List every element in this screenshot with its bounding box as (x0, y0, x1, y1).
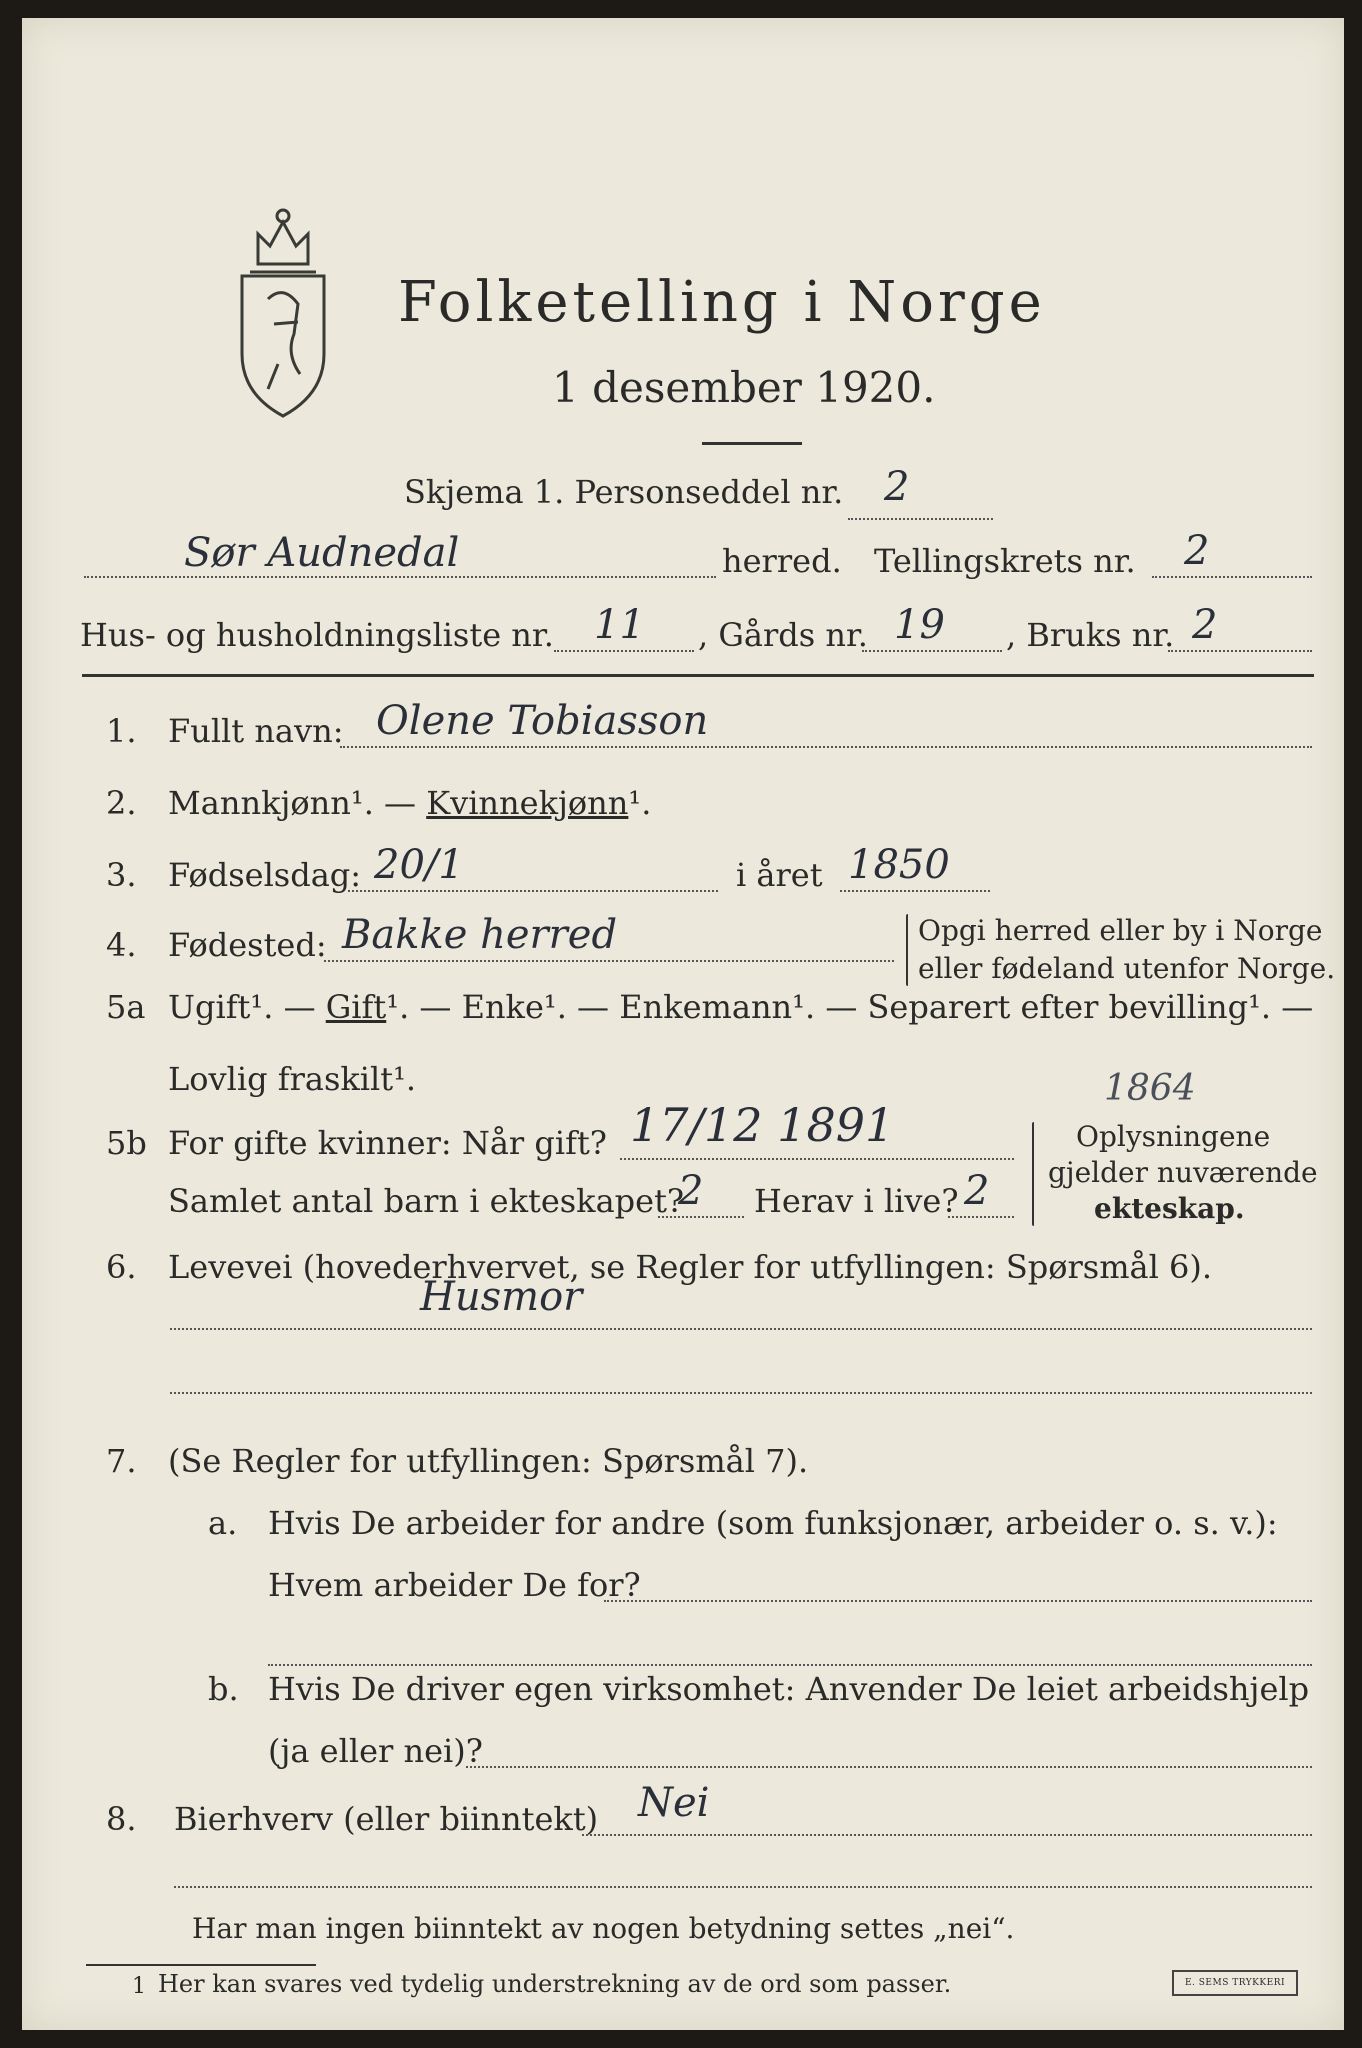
birthplace-value[interactable]: Bakke herred (342, 912, 618, 958)
q1-dotted-line (340, 746, 1312, 748)
married-date-value[interactable]: 17/12 1891 (630, 1098, 895, 1152)
occupation-value[interactable]: Husmor (420, 1274, 583, 1320)
title-divider (702, 442, 802, 445)
year-dotted-line (840, 890, 990, 892)
q7b-letter: b. (208, 1670, 239, 1708)
q2-label (168, 784, 651, 822)
birth-year-value[interactable]: 1850 (848, 842, 950, 888)
marital-status-options (168, 988, 1313, 1026)
gards-nr-value[interactable]: 19 (894, 602, 945, 648)
tellingskrets-dotted-line (1152, 576, 1312, 578)
marriage-note-line3: ekteskap. (1094, 1192, 1245, 1225)
q2-number: 2. (106, 784, 137, 822)
married-when-label: For gifte kvinner: Når gift? (168, 1124, 607, 1162)
herred-value[interactable]: Sør Audnedal (184, 530, 460, 576)
bruks-dotted-line (1168, 650, 1312, 652)
tellingskrets-label: Tellingskrets nr. (874, 542, 1136, 580)
q4-dotted-line (324, 960, 894, 962)
q6-dotted-line-1 (170, 1328, 1312, 1330)
q1-label: Fullt navn: (168, 712, 344, 750)
footnote-rule (86, 1964, 316, 1966)
q7a-label: Hvis De arbeider for andre (som funksjonær, arbeider o. s. v.): (268, 1504, 1278, 1542)
header-rule (82, 674, 1314, 677)
skjema-label: Skjema 1. Personseddel nr. (404, 473, 844, 511)
q7b-question: (ja eller nei)? (268, 1732, 483, 1770)
census-form-sheet (22, 18, 1344, 2030)
q7a-dotted-line-1 (604, 1600, 1312, 1602)
q5b-number: 5b (106, 1124, 147, 1162)
children-alive-dotted-line (948, 1216, 1014, 1218)
q4-label: Fødested: (168, 926, 327, 964)
q3-label: Fødselsdag: (168, 856, 362, 894)
footnote-mark: 1 (132, 1974, 146, 1999)
printer-stamp-text: E. SEMS TRYKKERI (1184, 1978, 1286, 1988)
gards-label: , Gårds nr. (698, 616, 868, 654)
birthplace-note-line2: eller fødeland utenfor Norge. (918, 952, 1336, 985)
marriage-note-bracket (1032, 1122, 1034, 1226)
married-when-dotted-line (620, 1158, 1014, 1160)
printer-stamp (1172, 1970, 1298, 1996)
skjema-dotted-line (848, 518, 993, 520)
hus-liste-value[interactable]: 11 (594, 602, 645, 648)
children-alive-label: Herav i live? (754, 1182, 959, 1220)
q7-label: (Se Regler for utfyllingen: Spørsmål 7). (168, 1442, 809, 1480)
herred-label: herred. (722, 542, 842, 580)
q8-dotted-line-1 (582, 1834, 1312, 1836)
children-total-dotted-line (658, 1216, 744, 1218)
q7a-letter: a. (208, 1504, 238, 1542)
q5a-number: 5a (106, 988, 146, 1026)
q7-number: 7. (106, 1442, 137, 1480)
children-alive-value[interactable]: 2 (964, 1168, 990, 1214)
q6-number: 6. (106, 1248, 137, 1286)
q3-number: 3. (106, 856, 137, 894)
birthplace-note-line1: Opgi herred eller by i Norge (918, 914, 1323, 947)
footnote-text: Her kan svares ved tydelig understrekning av de ord som passer. (158, 1970, 952, 1998)
hus-dotted-line (554, 650, 694, 652)
q6-dotted-line-2 (170, 1392, 1312, 1394)
q3-dotted-line (348, 890, 718, 892)
bruks-nr-value[interactable]: 2 (1192, 602, 1218, 648)
side-income-value[interactable]: Nei (638, 1780, 710, 1826)
marriage-note-line2: gjelder nuværende (1048, 1156, 1318, 1189)
status-other-options[interactable]: ¹. — Enke¹. — Enkemann¹. — Separert efter bevilling¹. — (386, 988, 1314, 1026)
coat-of-arms-icon (228, 204, 338, 424)
footer-note: Har man ingen biinntekt av nogen betydning settes „nei“. (192, 1912, 1015, 1945)
q7b-dotted-line (466, 1766, 1312, 1768)
q8-dotted-line-2 (174, 1886, 1312, 1888)
form-title: Folketelling i Norge (398, 270, 1046, 335)
status-married-underlined[interactable]: Gift (325, 988, 387, 1026)
q8-label: Bierhverv (eller biinntekt) (174, 1800, 599, 1838)
bruks-label: , Bruks nr. (1006, 616, 1175, 654)
q7a-dotted-line-2 (268, 1664, 1312, 1666)
personseddel-nr-value[interactable]: 2 (884, 464, 910, 510)
gards-dotted-line (862, 650, 1002, 652)
birthplace-note-bracket (906, 914, 908, 986)
children-total-label: Samlet antal barn i ekteskapet? (168, 1182, 685, 1220)
q6-label: Levevei (hovederhvervet, se Regler for utfyllingen: Spørsmål 6). (168, 1248, 1213, 1286)
status-divorced[interactable]: Lovlig fraskilt¹. (168, 1060, 417, 1098)
marriage-note-line1: Oplysningene (1076, 1120, 1271, 1153)
tellingskrets-value[interactable]: 2 (1184, 528, 1210, 574)
year-label: i året (736, 856, 823, 894)
full-name-value[interactable]: Olene Tobiasson (376, 698, 709, 744)
hus-label: Hus- og husholdningsliste nr. (80, 616, 554, 654)
gender-footnote-mark: ¹. (628, 784, 652, 822)
status-unmarried[interactable]: Ugift¹. — (168, 988, 326, 1026)
q7a-question: Hvem arbeider De for? (268, 1566, 641, 1604)
q4-number: 4. (106, 926, 137, 964)
q8-number: 8. (106, 1800, 137, 1838)
herred-dotted-line (84, 576, 716, 578)
birth-date-value[interactable]: 20/1 (374, 842, 464, 888)
q1-number: 1. (106, 712, 137, 750)
gender-male[interactable]: Mannkjønn¹. — (168, 784, 427, 822)
margin-note: 1864 (1104, 1068, 1196, 1109)
form-subtitle: 1 desember 1920. (552, 363, 936, 412)
gender-female-underlined[interactable]: Kvinnekjønn (426, 784, 629, 822)
children-total-value[interactable]: 2 (678, 1168, 704, 1214)
q7b-label: Hvis De driver egen virksomhet: Anvender De leiet arbeidshjelp (268, 1670, 1310, 1708)
